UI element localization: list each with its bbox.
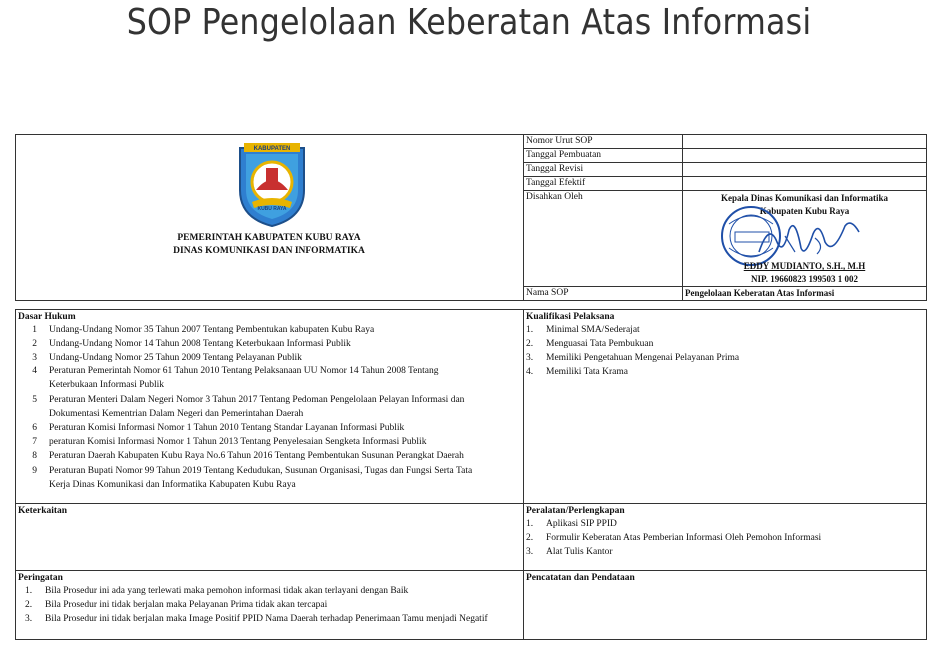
item-text: Peraturan Komisi Informasi Nomor 1 Tahun 2010 Tentang Standar Layanan Informasi Publik bbox=[49, 423, 405, 433]
dasar-hukum-item bbox=[15, 450, 464, 462]
item-number: 1. bbox=[526, 325, 534, 335]
item-number: 3. bbox=[25, 614, 33, 624]
meta-label-disahkan: Disahkan Oleh bbox=[526, 192, 583, 202]
agency-line1: PEMERINTAH KABUPATEN KUBU RAYA bbox=[177, 233, 361, 243]
peralatan-heading: Peralatan/Perlengkapan bbox=[526, 506, 625, 516]
item-number: 7 bbox=[32, 437, 37, 447]
peringatan-item bbox=[25, 599, 327, 611]
item-text: Undang-Undang Nomor 14 Tahun 2008 Tentang Keterbukaan Informasi Publik bbox=[49, 339, 351, 349]
kualifikasi-item bbox=[526, 352, 739, 364]
item-text: Kerja Dinas Komunikasi dan Informatika Kabupaten Kubu Raya bbox=[49, 480, 296, 490]
item-number: 2. bbox=[25, 600, 33, 610]
item-text: Memiliki Tata Krama bbox=[546, 367, 628, 377]
approver-name: EDDY MUDIANTO, S.H., M.H bbox=[743, 261, 866, 271]
item-number: 3. bbox=[526, 547, 534, 557]
item-number: 4. bbox=[526, 367, 534, 377]
item-text: Peraturan Daerah Kabupaten Kubu Raya No.6 Tahun 2016 Tentang Pembentukan Susunan Perangkat Daerah bbox=[49, 451, 464, 461]
item-number: 9 bbox=[32, 466, 37, 476]
page-title: SOP Pengelolaan Keberatan Atas Informasi bbox=[126, 2, 812, 43]
dasar-hukum-item bbox=[15, 352, 302, 364]
peralatan-item bbox=[526, 532, 821, 544]
dasar-hukum-heading: Dasar Hukum bbox=[18, 312, 76, 322]
item-text: Alat Tulis Kantor bbox=[546, 547, 613, 557]
item-number: 4 bbox=[32, 366, 37, 376]
item-text: Undang-Undang Nomor 25 Tahun 2009 Tentang Pelayanan Publik bbox=[49, 353, 302, 363]
item-text: peraturan Komisi Informasi Nomor 1 Tahun 2013 Tentang Penyelesaian Sengketa Informasi Publik bbox=[49, 437, 427, 447]
meta-label-nomor: Nomor Urut SOP bbox=[526, 136, 593, 146]
dasar-hukum-item bbox=[15, 422, 404, 434]
item-number: 1 bbox=[32, 325, 37, 335]
item-text: Dokumentasi Kementrian Dalam Negeri dan Pemerintahan Daerah bbox=[49, 409, 304, 419]
item-text: Undang-Undang Nomor 35 Tahun 2007 Tentang Pembentukan kabupaten Kubu Raya bbox=[49, 325, 375, 335]
approver-signature bbox=[755, 212, 865, 264]
kualifikasi-item bbox=[526, 366, 628, 378]
item-text: Aplikasi SIP PPID bbox=[546, 519, 617, 529]
item-number: 5 bbox=[32, 395, 37, 405]
dasar-hukum-item bbox=[15, 379, 164, 391]
sop-name-label: Nama SOP bbox=[526, 288, 569, 298]
item-number: 2. bbox=[526, 533, 534, 543]
peringatan-item bbox=[25, 585, 408, 597]
item-number: 1. bbox=[25, 586, 33, 596]
approver-nip: NIP. 19660823 199503 1 002 bbox=[751, 274, 858, 284]
item-text: Formulir Keberatan Atas Pemberian Informasi Oleh Pemohon Informasi bbox=[546, 533, 822, 543]
item-number: 1. bbox=[526, 519, 534, 529]
signature-icon bbox=[755, 212, 865, 264]
item-number: 6 bbox=[32, 423, 37, 433]
logo-text-bottom: KUBU RAYA bbox=[257, 206, 287, 212]
kualifikasi-item bbox=[526, 338, 653, 350]
dasar-hukum-item bbox=[15, 436, 426, 448]
dasar-hukum-item bbox=[15, 394, 464, 406]
item-text: Menguasai Tata Pembukuan bbox=[546, 339, 654, 349]
logo-text-top: KABUPATEN bbox=[253, 146, 291, 152]
item-text: Keterbukaan Informasi Publik bbox=[49, 380, 165, 390]
keterkaitan-heading: Keterkaitan bbox=[18, 506, 68, 516]
item-number: 8 bbox=[32, 451, 37, 461]
dasar-hukum-item bbox=[15, 338, 351, 350]
dasar-hukum-item bbox=[15, 465, 472, 477]
item-number: 3 bbox=[32, 353, 37, 363]
kualifikasi-heading: Kualifikasi Pelaksana bbox=[526, 312, 615, 322]
meta-label-revisi: Tanggal Revisi bbox=[526, 164, 584, 174]
item-text: Peraturan Bupati Nomor 99 Tahun 2019 Tentang Kedudukan, Susunan Organisasi, Tugas dan Fungsi Serta Tata bbox=[49, 466, 473, 476]
meta-label-efektif: Tanggal Efektif bbox=[526, 178, 586, 188]
peringatan-item bbox=[25, 613, 488, 625]
item-number: 2. bbox=[526, 339, 534, 349]
sop-name-value: Pengelolaan Keberatan Atas Informasi bbox=[685, 288, 835, 298]
item-text: Minimal SMA/Sederajat bbox=[546, 325, 640, 335]
logo-emblem-icon bbox=[236, 140, 308, 228]
item-text: Bila Prosedur ini tidak berjalan maka Pelayanan Prima tidak akan tercapai bbox=[45, 600, 328, 610]
item-text: Bila Prosedur ini ada yang terlewati maka pemohon informasi tidak akan terlayani dengan Baik bbox=[45, 586, 409, 596]
peralatan-item bbox=[526, 546, 613, 558]
agency-line2: DINAS KOMUNIKASI DAN INFORMATIKA bbox=[173, 246, 365, 256]
peringatan-heading: Peringatan bbox=[18, 573, 63, 583]
item-text: Peraturan Menteri Dalam Negeri Nomor 3 Tahun 2017 Tentang Pedoman Pengelolaan Pelayan Informasi dan bbox=[49, 395, 465, 405]
approver-title2: Kabupaten Kubu Raya bbox=[759, 206, 850, 216]
item-text: Memiliki Pengetahuan Mengenai Pelayanan Prima bbox=[546, 353, 740, 363]
approver-title1: Kepala Dinas Komunikasi dan Informatika bbox=[720, 193, 889, 203]
item-text: Peraturan Pemerintah Nomor 61 Tahun 2010 Tentang Pelaksanaan UU Nomor 14 Tahun 2008 Tentang bbox=[49, 366, 439, 376]
dasar-hukum-item bbox=[15, 408, 303, 420]
item-number: 2 bbox=[32, 339, 37, 349]
dasar-hukum-item bbox=[15, 324, 374, 336]
item-text: Bila Prosedur ini tidak berjalan maka Image Positif PPID Nama Daerah terhadap Penerimaan Tamu menjadi Negatif bbox=[45, 614, 488, 624]
sop-document bbox=[15, 134, 927, 640]
peralatan-item bbox=[526, 518, 617, 530]
dasar-hukum-item bbox=[15, 365, 439, 377]
kualifikasi-item bbox=[526, 324, 640, 336]
kubu-raya-logo bbox=[236, 140, 308, 228]
dasar-hukum-item bbox=[15, 479, 296, 491]
pencatatan-heading: Pencatatan dan Pendataan bbox=[526, 573, 635, 583]
item-number: 3. bbox=[526, 353, 534, 363]
meta-label-pembuatan: Tanggal Pembuatan bbox=[526, 150, 602, 160]
